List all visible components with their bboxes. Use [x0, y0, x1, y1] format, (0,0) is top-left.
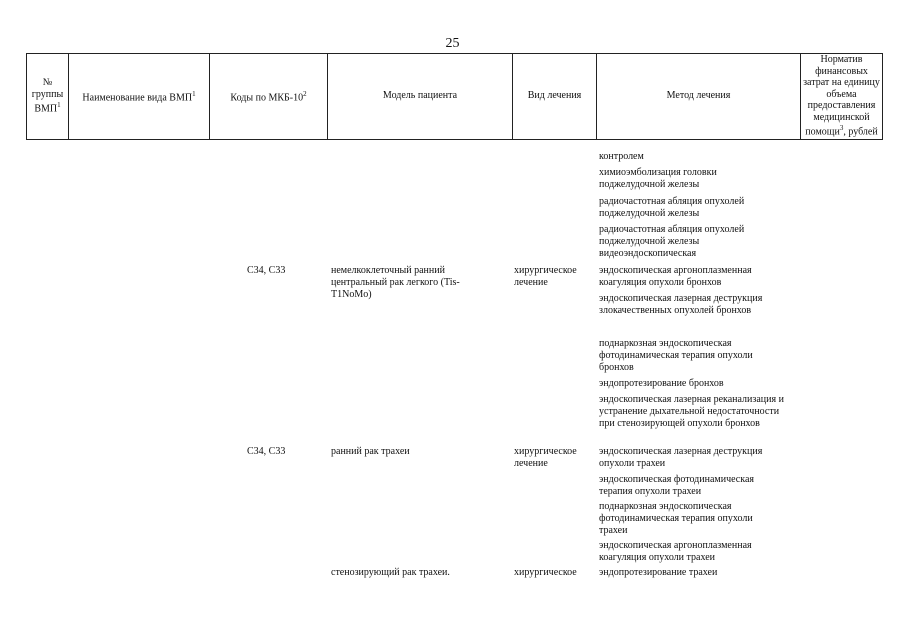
method-cell: контролем [599, 151, 644, 162]
header-group-number-line2: группы [31, 88, 64, 100]
footnote-mark: 1 [192, 89, 196, 98]
header-cost-standard [801, 54, 882, 138]
method-cell: эндоскопическая фотодинамическая терапия опухоли трахеи [599, 474, 754, 497]
mkb-codes-cell: C34, C33 [247, 265, 286, 276]
treatment-type-cell: хирургическое лечение [514, 446, 577, 469]
method-cell: эндоскопическая лазерная деструкция злокачественных опухолей бронхов [599, 293, 763, 316]
footnote-mark: 1 [57, 101, 61, 110]
treatment-type-cell: хирургическое лечение [514, 265, 577, 288]
header-cost-standard-suffix: , рублей [843, 126, 878, 138]
header-patient-model [328, 54, 512, 138]
header-bottom-border [26, 139, 883, 140]
treatment-type-cell: хирургическое [514, 567, 577, 578]
method-cell: поднаркозная эндоскопическая фотодинамическая терапия опухоли бронхов [599, 338, 753, 373]
page-number: 25 [445, 36, 460, 51]
header-mkb-codes [210, 54, 327, 138]
header-cost-standard-label: Норматив финансовых затрат на единицу объема предоставления медицинской помощи [803, 54, 880, 138]
method-cell: химиоэмболизация головки поджелудочной железы [599, 167, 717, 190]
header-mkb-codes-label: Коды по МКБ-10 [230, 91, 304, 103]
method-cell: радиочастотная абляция опухолей поджелудочной железы [599, 196, 745, 219]
header-treatment-type [513, 54, 596, 138]
method-cell: эндоскопическая лазерная реканализация и устранение дыхательной недостаточности при стенозирующей опухоли бронхов [599, 394, 784, 429]
method-cell: поднаркозная эндоскопическая фотодинамическая терапия опухоли трахеи [599, 501, 753, 536]
header-treatment-method [597, 54, 800, 138]
header-group-number [27, 54, 68, 138]
patient-model-cell: стенозирующий рак трахеи. [331, 567, 450, 578]
header-group-number-line3: ВМП [34, 103, 58, 115]
header-group-number-line1: № [42, 77, 53, 89]
footnote-mark: 2 [303, 89, 307, 98]
header-treatment-method-label: Метод лечения [666, 90, 731, 102]
header-treatment-type-label: Вид лечения [527, 90, 582, 102]
header-patient-model-label: Модель пациента [382, 90, 458, 102]
method-cell: эндоскопическая аргоноплазменная коагуляция опухоли бронхов [599, 265, 752, 288]
method-cell: эндоскопическая аргоноплазменная коагуляция опухоли трахеи [599, 540, 752, 563]
method-cell: радиочастотная абляция опухолей поджелудочной железы видеоэндоскопическая [599, 224, 745, 259]
header-vmp-name [69, 54, 209, 138]
footnote-mark: 3 [839, 124, 844, 133]
method-cell: эндопротезирование бронхов [599, 378, 724, 389]
mkb-codes-cell: C34, C33 [247, 446, 286, 457]
method-cell: эндоскопическая лазерная деструкция опухоли трахеи [599, 446, 763, 469]
patient-model-cell: немелкоклеточный ранний центральный рак легкого (Tis-T1NoMo) [331, 265, 460, 300]
method-cell: эндопротезирование трахеи [599, 567, 718, 578]
header-divider [882, 53, 883, 139]
header-vmp-name-label: Наименование вида ВМП [82, 91, 193, 103]
patient-model-cell: ранний рак трахеи [331, 446, 410, 457]
